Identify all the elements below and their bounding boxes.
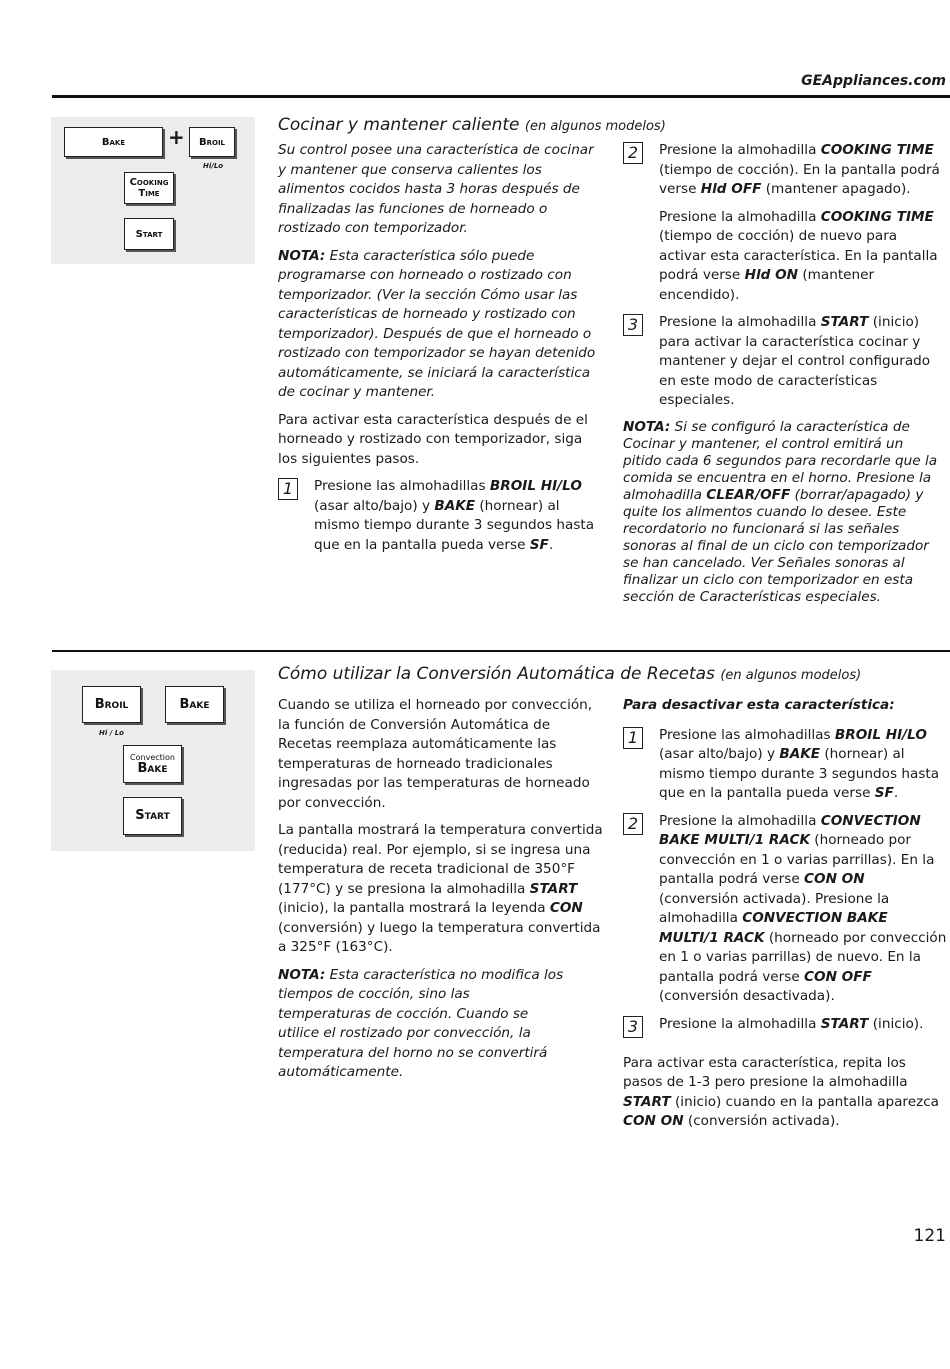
start-key[interactable]: [124, 218, 174, 250]
display-code: Hld OFF: [700, 181, 762, 197]
key-name: CONVECTION BAKE MULTI/1 RACK: [659, 812, 921, 848]
text-span: Presione la almohadilla: [659, 142, 821, 158]
text-span: Presione la almohadilla: [659, 208, 821, 225]
section-divider: [52, 650, 950, 652]
step-number: 1: [278, 478, 298, 500]
text-span: (hornear) al mismo tiempo durante 3 segundos hasta que en la pantalla pueda verse: [659, 746, 940, 801]
keep-warm-right-column: [623, 141, 945, 606]
text-span: Si se configuró la característica de Cocinar y mantener, el control emitirá un pitido cada 6 segundos para recordarle que la comida se encuentra en el horno. Presione la almohadilla: [623, 418, 938, 503]
text-span: (conversión activada).: [683, 1113, 840, 1129]
note-label: NOTA:: [278, 966, 326, 983]
step-number: 2: [623, 813, 643, 835]
convection-key-small-label: Convection: [130, 752, 175, 762]
step-text: [659, 1015, 947, 1038]
text-span: (inicio) cuando en la pantalla aparezca: [670, 1093, 940, 1110]
key-name: START: [820, 1015, 869, 1032]
key-name: CONVECTION BAKE MULTI/1 RACK: [659, 910, 888, 946]
display-code: CON ON: [623, 1113, 684, 1129]
convection-bake-key[interactable]: [123, 745, 182, 783]
start-key[interactable]: [123, 797, 182, 835]
cooking-time-label-2: Time: [138, 188, 160, 199]
reactivate-paragraph: [623, 1054, 947, 1132]
note-text: Esta característica sólo puede programarse con horneado o rostizado con temporizador. (Ver la sección Cómo usar las características de horneado y rostizado con temporizador). Después de que el horneado o rostizado con temporizador se hayan detenido automáticamente, se iniciará la característica de cocinar y mantener.: [278, 247, 596, 400]
broil-key-label: Broil: [198, 136, 226, 148]
section-subtitle: (en algunos modelos): [524, 119, 666, 134]
note-label: NOTA:: [278, 247, 326, 264]
text-span: Para activar esta característica, repita los pasos de 1-3 pero presione la almohadilla: [623, 1054, 908, 1090]
text-span: Presione la almohadilla: [659, 812, 821, 829]
key-name: COOKING TIME: [820, 142, 934, 158]
text-span: .: [548, 536, 554, 553]
key-name: BAKE: [779, 746, 821, 762]
step-3: [623, 1015, 947, 1038]
section-title-text: Cómo utilizar la Conversión Automática de Recetas: [278, 664, 715, 684]
text-span: (inicio) para activar la característica cocinar y mantener y dejar el control configurado en este modo de características especiales.: [659, 314, 931, 408]
step-number: 3: [623, 1016, 643, 1038]
page-number: 121: [913, 1226, 946, 1246]
deactivate-title: Para desactivar esta característica:: [623, 697, 895, 713]
step-text: [659, 141, 945, 305]
step-2: [623, 812, 947, 1007]
key-name: BAKE: [434, 497, 476, 514]
text-span: .: [893, 785, 899, 801]
broil-key[interactable]: [82, 686, 141, 723]
cooking-time-key[interactable]: [124, 172, 174, 204]
step-text: [314, 477, 603, 555]
text-span: Presione las almohadillas: [659, 726, 835, 743]
note-label: NOTA:: [623, 418, 671, 435]
section-title-conversion: [278, 665, 861, 686]
text-span: (mantener apagado).: [761, 181, 911, 197]
text-span: (conversión desactivada).: [659, 988, 835, 1004]
cooking-time-label-1: Cooking: [129, 177, 169, 188]
conversion-right-column: [623, 696, 947, 1140]
text-span: (horneado por convección en 1 o varias parrillas). En la pantalla podrá verse: [659, 832, 935, 887]
keypad-panel-conversion: [51, 670, 255, 851]
step-2-paragraph-b: [659, 208, 945, 306]
text-span: Presione las almohadillas: [314, 478, 490, 494]
display-code: CON ON: [804, 871, 865, 887]
activate-paragraph: Para activar esta característica después de el horneado y rostizado con temporizador, siga los siguientes pasos.: [278, 411, 588, 467]
note-text: Esta característica no modifica los tiempos de cocción, sino las temperaturas de cocción. Cuando se utilice el rostizado por convección, la temperatura del horno no se convertirá automáticamente.: [278, 966, 564, 1080]
text-span: (asar alto/bajo) y: [314, 497, 435, 514]
text-span: (conversión activada). Presione la almohadilla: [659, 890, 890, 926]
step-2-paragraph-a: [659, 141, 945, 200]
text-span: (tiempo de cocción). En la pantalla podrá verse: [659, 161, 940, 197]
text-span: (horneado por convección en 1 o varias parrillas) de nuevo. En la pantalla podrá verse: [659, 929, 947, 985]
keypad-panel-keep-warm: [51, 117, 255, 264]
text-span: Presione la almohadilla: [659, 314, 821, 330]
step-text: [659, 812, 947, 1007]
key-name: CLEAR/OFF: [706, 486, 791, 503]
step-3: [623, 313, 945, 411]
conversion-intro-paragraph: Cuando se utiliza el horneado por convección, la función de Conversión Automática de Recetas reemplaza automáticamente las temperaturas de horneado tradicionales ingresadas por las temperaturas de horneado por convección.: [278, 697, 593, 811]
bake-key-label: Bake: [179, 696, 210, 712]
key-name: START: [529, 880, 578, 897]
bake-key[interactable]: [165, 686, 224, 723]
text-span: Presione la almohadilla: [659, 1015, 821, 1032]
text-span: (inicio), la pantalla mostrará la leyenda: [278, 900, 550, 916]
keep-warm-left-column: [278, 141, 603, 563]
step-number: 1: [623, 727, 643, 749]
bake-key[interactable]: [64, 127, 163, 157]
step-text: [659, 313, 945, 411]
broil-key[interactable]: [189, 127, 235, 157]
key-name: BROIL HI/LO: [489, 478, 582, 494]
broil-hi-lo-label: Hi / Lo: [99, 729, 124, 737]
deactivate-heading: [623, 696, 947, 716]
section-title-text: Cocinar y mantener caliente: [278, 115, 520, 135]
step-1: [623, 726, 947, 804]
start-key-label: Start: [135, 228, 163, 240]
display-code: Hld ON: [744, 267, 799, 283]
text-span: (asar alto/bajo) y: [659, 746, 780, 762]
display-code: CON OFF: [804, 968, 872, 985]
step-text: [659, 726, 947, 804]
text-span: (mantener encendido).: [659, 267, 875, 303]
text-span: (inicio).: [868, 1015, 924, 1032]
site-url: GEAppliances.com: [801, 73, 946, 89]
display-code: CON: [549, 900, 583, 916]
broil-key-label: Broil: [94, 696, 129, 712]
intro-paragraph: Su control posee una característica de cocinar y mantener que conserva calientes los alimentos cocidos hasta 3 horas después de finalizadas las funciones de horneado o rostizado con temporizador.: [278, 142, 594, 236]
convection-key-label: Bake: [137, 760, 168, 776]
key-name: COOKING TIME: [820, 208, 934, 225]
step-number: 2: [623, 142, 643, 164]
note-reminder-paragraph: [623, 419, 945, 606]
start-key-label: Start: [135, 808, 170, 823]
bake-key-label: Bake: [101, 136, 126, 148]
conversion-note-paragraph: [278, 966, 605, 1083]
note-paragraph: [278, 247, 603, 403]
step-number: 3: [623, 314, 643, 336]
conversion-left-column: [278, 696, 605, 1091]
display-code: SF: [874, 785, 894, 801]
key-name: BROIL HI/LO: [834, 726, 927, 743]
key-name: START: [820, 314, 869, 330]
text-span: La pantalla mostrará la temperatura convertida (reducida) real. Por ejemplo, si se ingresa una temperatura de receta tradicional de 350°F (177°C) y se presiona la almohadilla: [278, 822, 603, 897]
plus-sign: +: [168, 125, 185, 149]
step-1: [278, 477, 603, 555]
text-span: (borrar/apagado) y quite los alimentos cuando lo desee. Este recordatorio no funcionará si las señales sonoras al final de un ciclo con temporizador se han cancelado. Ver Señales sonoras al finalizar un ciclo con temporizador en esta sección de Características especiales.: [623, 486, 929, 605]
top-rule: [52, 95, 950, 98]
section-subtitle: (en algunos modelos): [720, 668, 862, 683]
text-span: (conversión) y luego la temperatura convertida a 325°F (163°C).: [278, 919, 601, 955]
text-span: (hornear) al mismo tiempo durante 3 segundos hasta que en la pantalla pueda verse: [314, 497, 595, 553]
display-code: SF: [529, 536, 549, 553]
step-2: [623, 141, 945, 305]
section-title-keep-warm: [278, 116, 666, 137]
key-name: START: [623, 1093, 671, 1110]
text-span: (tiempo de cocción) de nuevo para activar esta característica. En la pantalla podrá verse: [659, 228, 938, 283]
broil-hi-lo-label: Hi/Lo: [203, 162, 224, 170]
conversion-example-paragraph: [278, 821, 605, 958]
